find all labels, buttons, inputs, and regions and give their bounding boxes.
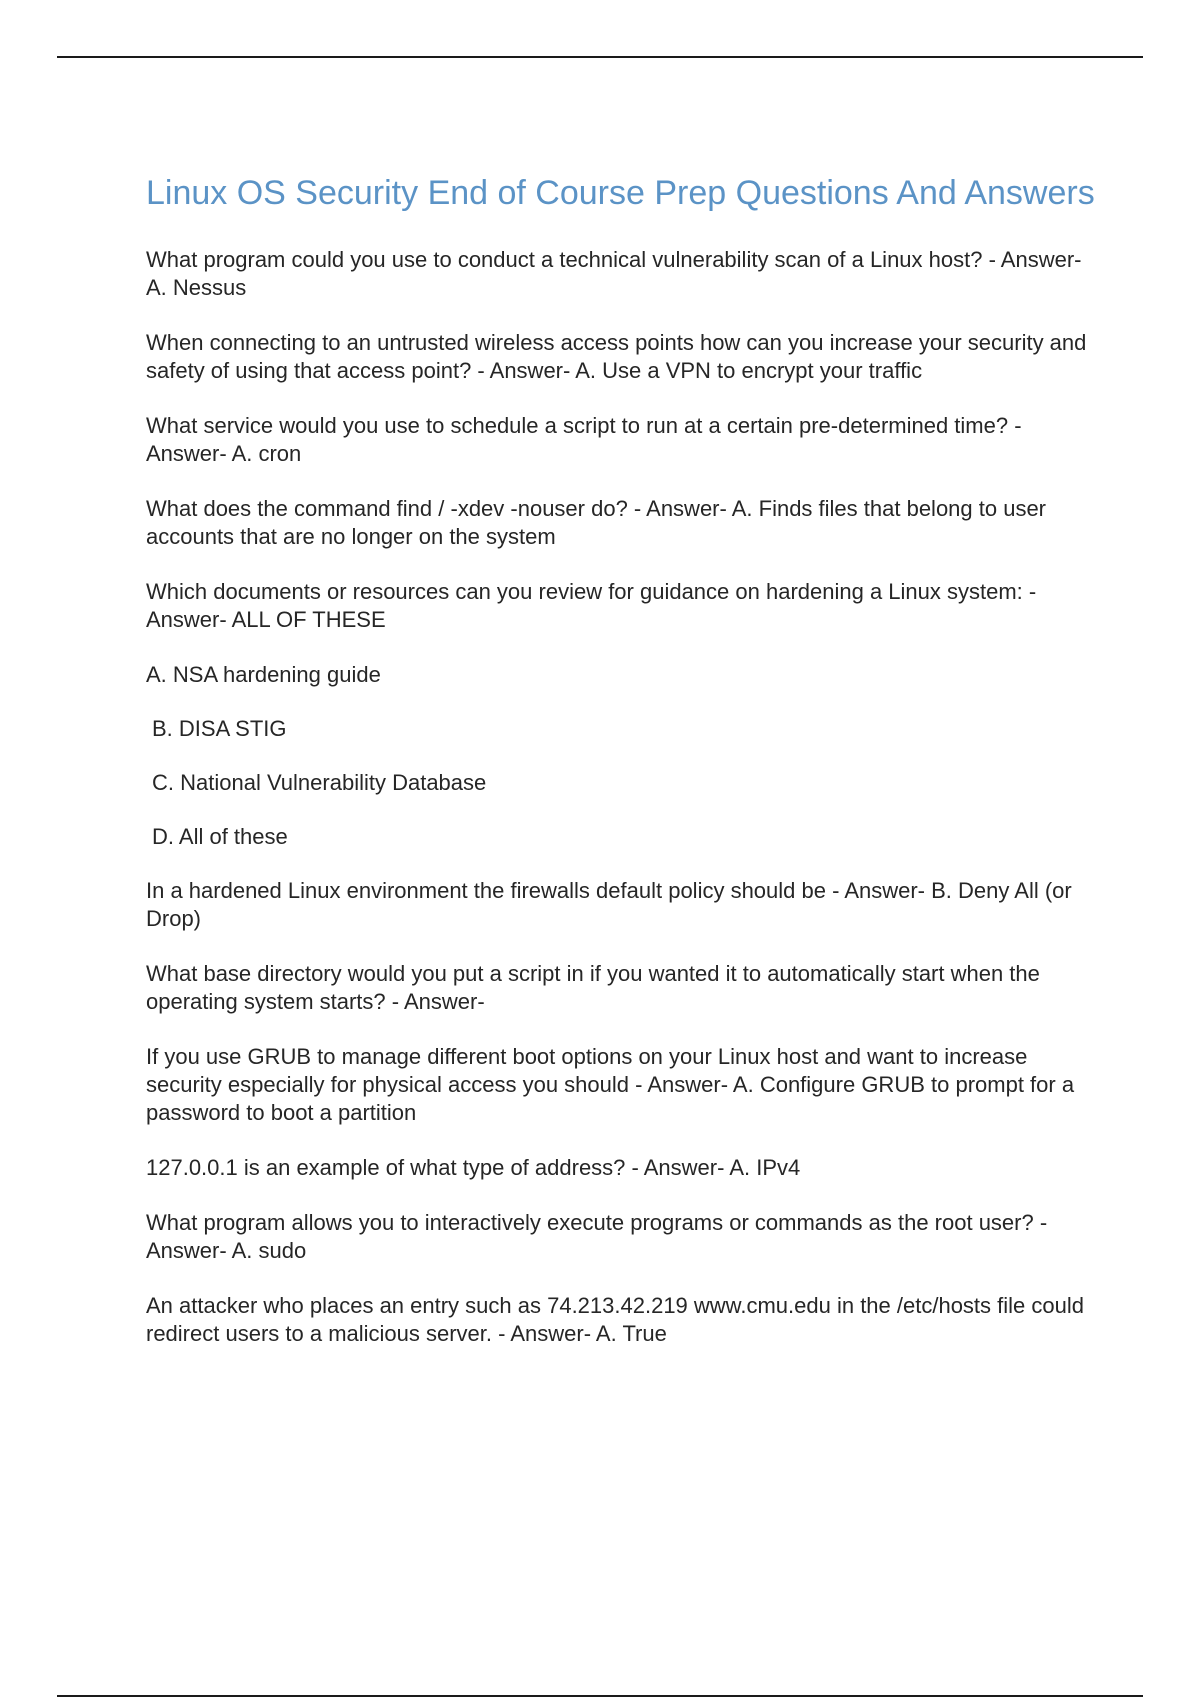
qa-item: What service would you use to schedule a script to run at a certain pre-determined time? - Answer- A. cron	[146, 413, 1022, 466]
qa-item: In a hardened Linux environment the firewalls default policy should be - Answer- B. Deny All (or Drop)	[146, 878, 1072, 931]
top-divider	[57, 56, 1143, 58]
bottom-divider	[57, 1695, 1143, 1697]
qa-item: If you use GRUB to manage different boot options on your Linux host and want to increase security especially for physical access you should - Answer- A. Configure GRUB to prompt for a password to boot a partition	[146, 1044, 1075, 1125]
qa-item: An attacker who places an entry such as 74.213.42.219 www.cmu.edu in the /etc/hosts file could redirect users to a malicious server. - Answer- A. True	[146, 1293, 1084, 1346]
answer-option: D. All of these	[152, 824, 288, 849]
document-body	[146, 172, 1096, 1375]
answer-option: A. NSA hardening guide	[146, 662, 381, 687]
qa-item: What program allows you to interactively execute programs or commands as the root user? - Answer- A. sudo	[146, 1210, 1048, 1263]
answer-option: C. National Vulnerability Database	[152, 770, 487, 795]
qa-item: 127.0.0.1 is an example of what type of address? - Answer- A. IPv4	[146, 1155, 801, 1180]
qa-item: Which documents or resources can you review for guidance on hardening a Linux system: - Answer- ALL OF THESE	[146, 579, 1037, 632]
qa-item: What does the command find / -xdev -nouser do? - Answer- A. Finds files that belong to user accounts that are no longer on the system	[146, 496, 1047, 549]
qa-item: What base directory would you put a script in if you wanted it to automatically start when the operating system starts? - Answer-	[146, 961, 1040, 1014]
qa-item: When connecting to an untrusted wireless access points how can you increase your security and safety of using that access point? - Answer- A. Use a VPN to encrypt your traffic	[146, 330, 1087, 383]
answer-option: B. DISA STIG	[152, 716, 287, 741]
qa-item: What program could you use to conduct a technical vulnerability scan of a Linux host? - Answer- A. Nessus	[146, 247, 1082, 300]
document-title: Linux OS Security End of Course Prep Questions And Answers	[146, 174, 1095, 212]
